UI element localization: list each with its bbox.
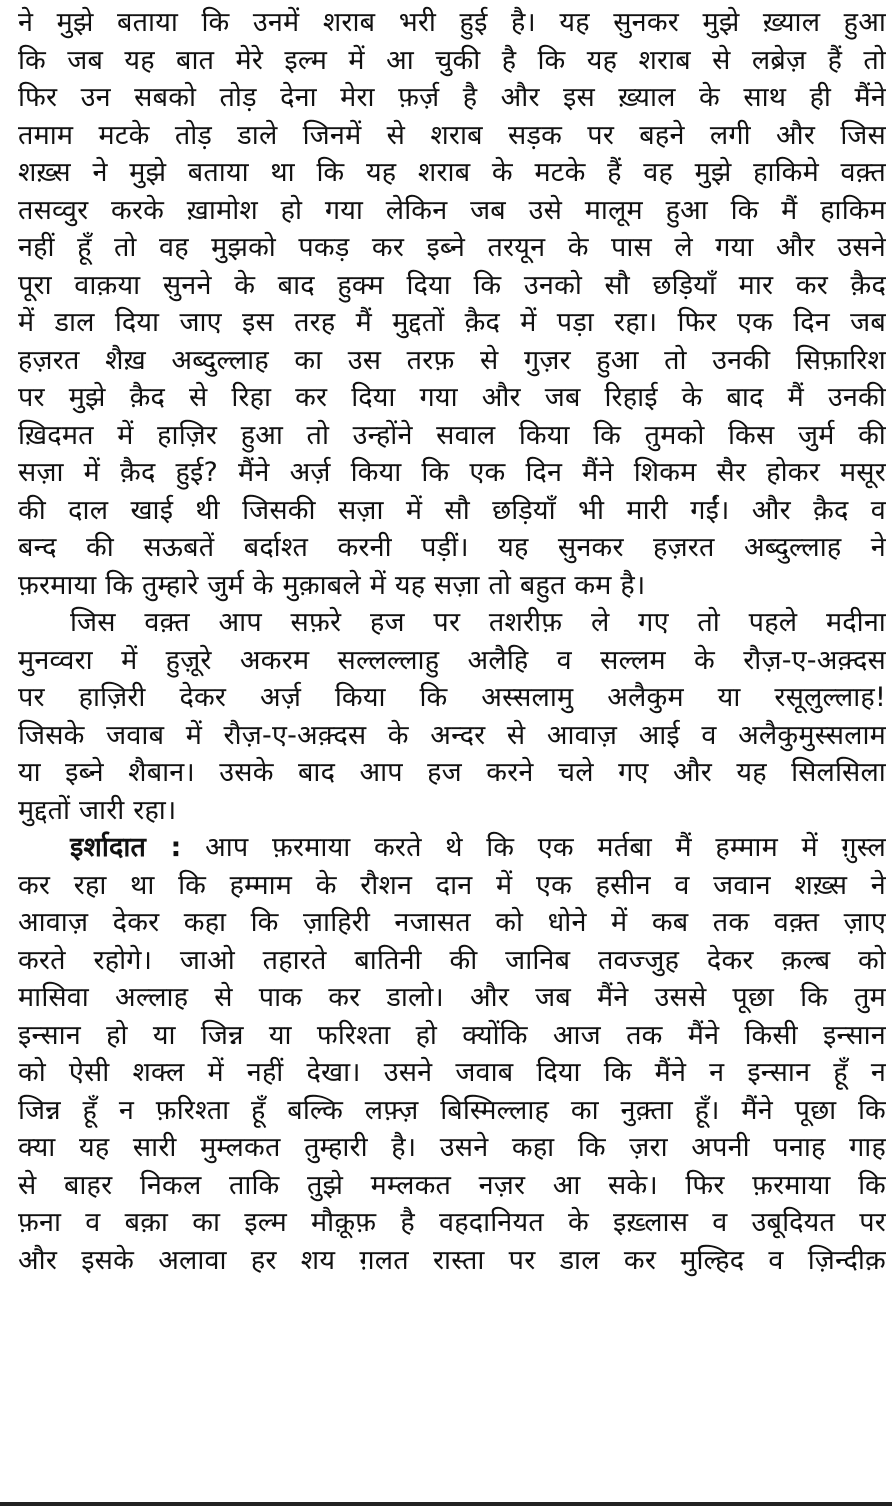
text-line: ने मुझे बताया कि उनमें शराब भरी हुई है। यह सुनकर मुझे ख़्याल हुआ	[18, 7, 886, 38]
text-line: बन्द की सऊबतें बर्दाश्त करनी पड़ीं। यह सुनकर हज़रत अब्दुल्लाह ने	[18, 532, 886, 563]
text-line: मासिवा अल्लाह से पाक कर डालो। और जब मैंने उससे पूछा कि तुम	[18, 982, 886, 1013]
text-line: जिसके जवाब में रौज़-ए-अक़्दस के अन्दर से आवाज़ आई व अलैकुमुस्सलाम	[18, 719, 886, 751]
text-line: फ़ना व बक़ा का इल्म मौक़ूफ़ है वहदानियत के इख़्लास व उबूदियत पर	[18, 1207, 886, 1238]
text-line: आवाज़ देकर कहा कि ज़ाहिरी नजासत को धोने में कब तक वक़्त ज़ाए	[18, 907, 886, 938]
text-line: फिर उन सबको तोड़ देना मेरा फ़र्ज़ है और इस ख़्याल के साथ ही मैंने	[18, 82, 886, 113]
text-line: मुनव्वरा में हुज़ूरे अकरम सल्लल्लाहु अलैहि व सल्लम के रौज़-ए-अक़्दस	[18, 644, 886, 676]
section-start-line	[18, 829, 886, 867]
text-line: हज़रत शैख़ अब्दुल्लाह का उस तरफ़ से गुज़र हुआ तो उनकी सिफ़ारिश	[18, 344, 886, 376]
text-line: जिन्न हूँ न फ़रिश्ता हूँ बल्कि लफ़्ज़ बिस्मिल्लाह का नुक़्ता हूँ। मैंने पूछा कि	[18, 1094, 886, 1126]
text-line: में डाल दिया जाए इस तरह मैं मुद्दतों क़ैद में पड़ा रहा। फिर एक दिन जब	[18, 307, 886, 338]
text-line: कर रहा था कि हम्माम के रौशन दान में एक हसीन व जवान शख़्स ने	[18, 869, 886, 901]
text-line: और इसके अलावा हर शय ग़लत रास्ता पर डाल कर मुल्हिद व ज़िन्दीक़	[18, 1244, 886, 1276]
text-line: या इब्ने शैबान। उसके बाद आप हज करने चले गए और यह सिलसिला	[18, 757, 886, 788]
bottom-rule	[0, 1502, 892, 1506]
paragraph-end-line: मुद्दतों जारी रहा।	[18, 794, 177, 826]
text-line: की दाल खाई थी जिसकी सज़ा में सौ छड़ियाँ भी मारी गईं। और क़ैद व	[18, 494, 886, 526]
text-line: ख़िदमत में हाज़िर हुआ तो उन्होंने सवाल किया कि तुमको किस जुर्म की	[18, 419, 886, 451]
text-line: क्या यह सारी मुम्लकत तुम्हारी है। उसने कहा कि ज़रा अपनी पनाह गाह	[18, 1132, 886, 1163]
text-line: को ऐसी शक्ल में नहीं देखा। उसने जवाब दिया कि मैंने न इन्सान हूँ न	[18, 1057, 886, 1088]
text-line: पर मुझे क़ैद से रिहा कर दिया गया और जब रिहाई के बाद मैं उनकी	[18, 382, 886, 413]
paragraph-end-line: फ़रमाया कि तुम्हारे जुर्म के मुक़ाबले में यह सज़ा तो बहुत कम है।	[18, 569, 646, 601]
text-line: कि जब यह बात मेरे इल्म में आ चुकी है कि यह शराब से लब्रेज़ हैं तो	[18, 44, 886, 76]
text-line: इन्सान हो या जिन्न या फरिश्ता हो क्योंकि आज तक मैंने किसी इन्सान	[18, 1019, 886, 1051]
text-line: सज़ा में क़ैद हुई? मैंने अर्ज़ किया कि एक दिन मैंने शिकम सैर होकर मसूर	[18, 457, 886, 488]
text-line: पर हाज़िरी देकर अर्ज़ किया कि अस्सलामु अलैकुम या रसूलुल्लाह!	[18, 682, 886, 713]
text-line: से बाहर निकल ताकि तुझे मम्लकत नज़र आ सके। फिर फ़रमाया कि	[18, 1169, 886, 1201]
text-line: तसव्वुर करके ख़ामोश हो गया लेकिन जब उसे मालूम हुआ कि मैं हाकिम	[18, 194, 886, 226]
text-line: करते रहोगे। जाओ तहारते बातिनी की जानिब तवज्जुह देकर क़ल्ब को	[18, 944, 886, 976]
text-line: शख़्स ने मुझे बताया था कि यह शराब के मटके हैं वह मुझे हाकिमे वक़्त	[18, 157, 886, 188]
paragraph-start-line: जिस वक़्त आप सफ़रे हज पर तशरीफ़ ले गए तो पहले मदीना	[70, 607, 886, 638]
section-heading: इर्शादात :	[70, 832, 182, 863]
section-text: आप फ़रमाया करते थे कि एक मर्तबा मैं हम्माम में ग़ुस्ल	[205, 832, 886, 863]
text-line: पूरा वाक़या सुनने के बाद हुक्म दिया कि उनको सौ छड़ियाँ मार कर क़ैद	[18, 269, 886, 301]
text-line: नहीं हूँ तो वह मुझको पकड़ कर इब्ने तरयून के पास ले गया और उसने	[18, 232, 886, 263]
text-line: तमाम मटके तोड़ डाले जिनमें से शराब सड़क पर बहने लगी और जिस	[18, 119, 886, 151]
